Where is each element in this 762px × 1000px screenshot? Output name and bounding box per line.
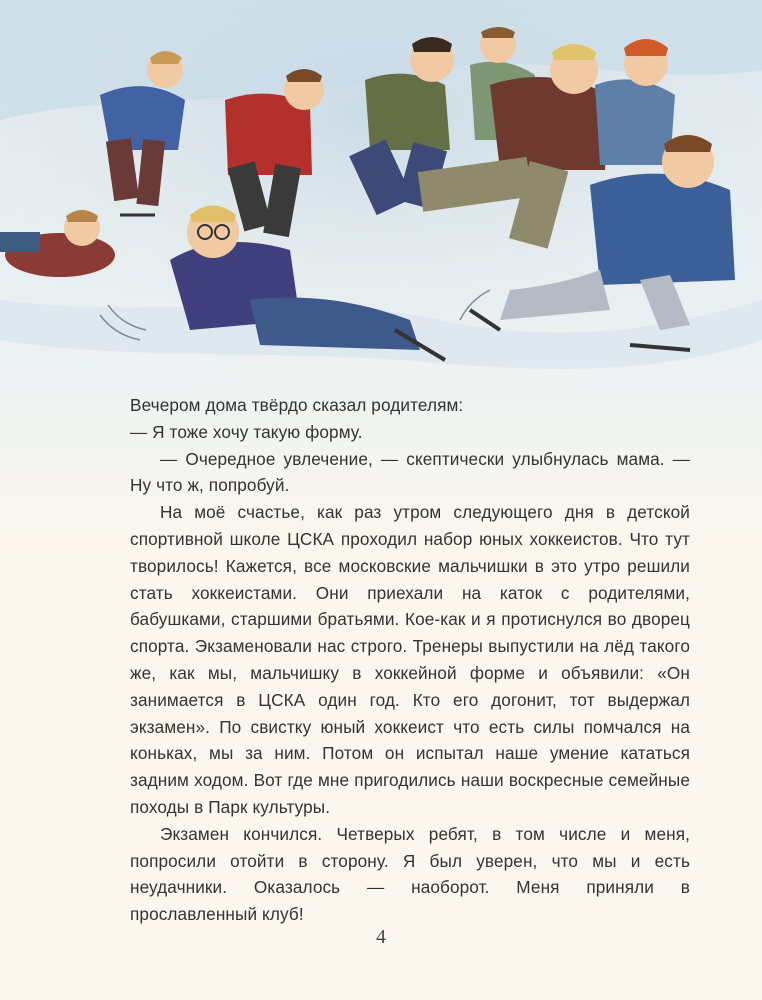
paragraph-1: Вечером дома твёрдо сказал родителям: [130,395,464,415]
story-text [130,392,690,928]
paragraph-5: Экзамен кончился. Четверых ребят, в том числе и меня, попросили отойти в сторону. Я был уверен, что мы и есть неудачники. Оказалось — наоборот. Меня приняли в прославленный клуб! [130,823,690,925]
paragraph-3: — Очередное увлечение, — скептически улыбнулась мама. — Ну что ж, попробуй. [130,448,690,496]
paragraph-4: На моё счастье, как раз утром следующего дня в детской спортивной школе ЦСКА проходил набор юных хоккеистов. Что тут творилось! Кажется, все московские мальчишки в это утро решили стать хоккеистами. Они приехали на каток с родителями, бабушками, старшими братьями. Кое-как и я протиснулся во дворец спорта. Экзаменовали нас строго. Тренеры выпустили на лёд такого же, как мы, мальчишку в хоккейной форме и объявили: «Он занимается в ЦСКА один год. Кто его догонит, тот выдержал экзамен». По свистку юный хоккеист что есть силы помчался на коньках, мы за ним. Потом он испытал наше умение кататься задним ходом. Вот где мне пригодились наши воскресные семейные походы в Парк культуры. [130,502,690,817]
paragraph-2: — Я тоже хочу такую форму. [130,421,363,442]
page-number: 4 [376,926,386,948]
